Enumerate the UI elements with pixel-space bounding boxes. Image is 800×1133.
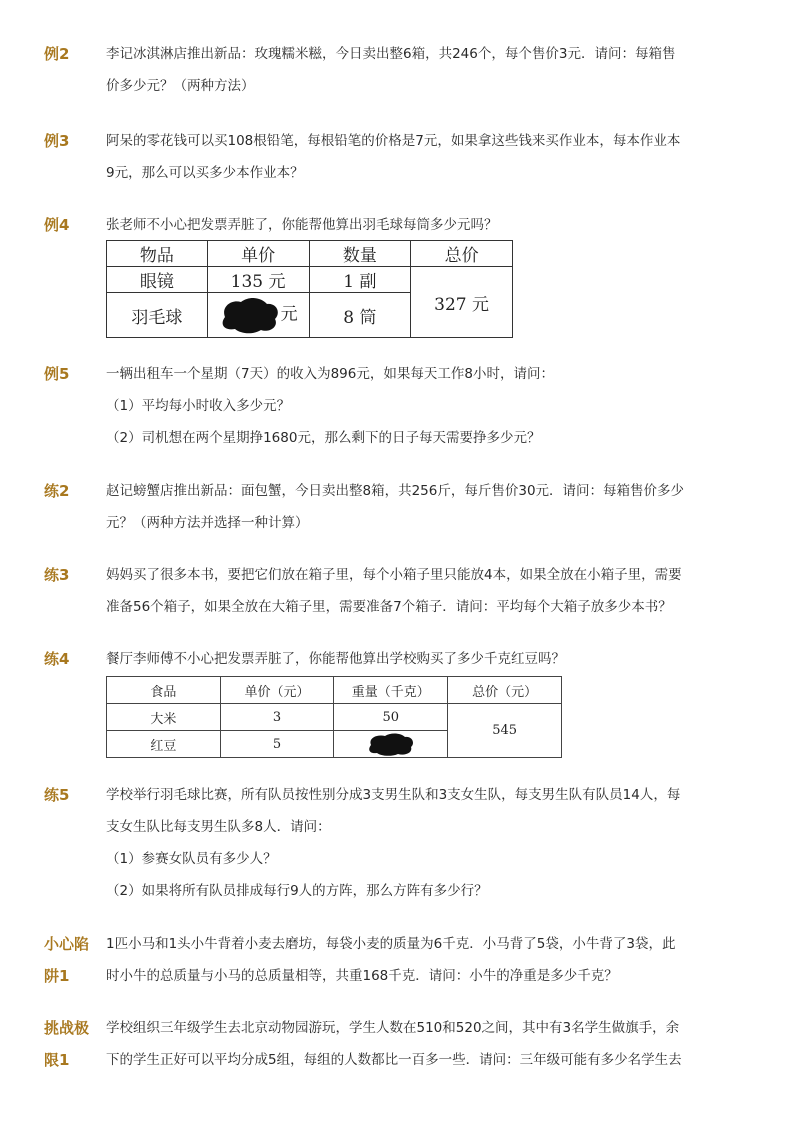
- table-header: 食品: [107, 677, 221, 704]
- label-line: 限1: [44, 1051, 70, 1069]
- table-cell: 1 副: [309, 267, 411, 293]
- problem-text-pr4: [106, 643, 726, 675]
- problem-text-trap1: [106, 928, 726, 992]
- table-cell: 大米: [107, 704, 221, 731]
- problem-label-ex4: 例4: [44, 216, 70, 234]
- text-line: 价多少元？（两种方法）: [106, 78, 255, 94]
- table-cell: 羽毛球: [107, 293, 208, 338]
- problem-label-ex3: 例3: [44, 132, 70, 150]
- table-header: 总价: [411, 241, 513, 267]
- smudged-weight-cell: [334, 731, 448, 758]
- total-cell: 327 元: [411, 267, 513, 338]
- invoice-table-2: [106, 676, 562, 758]
- table-cell: 红豆: [107, 731, 221, 758]
- text-line: 时小牛的总质量与小马的总质量相等，共重168千克．请问：小牛的净重是多少千克？: [106, 968, 618, 984]
- total-cell: 545: [448, 704, 562, 758]
- text-line: 1匹小马和1头小牛背着小麦去磨坊，每袋小麦的质量为6千克．小马背了5袋，小牛背了3袋，此: [106, 936, 676, 952]
- table-header: 数量: [309, 241, 411, 267]
- problem-label-pr4: 练4: [44, 650, 70, 668]
- table-cell: 135 元: [207, 267, 309, 293]
- label-line: 挑战极: [44, 1019, 90, 1037]
- problem-text-pr5: [106, 779, 726, 907]
- text-line: 妈妈买了很多本书，要把它们放在箱子里，每个小箱子里只能放4本，如果全放在小箱子里，需要: [106, 567, 682, 583]
- table-cell: 3: [220, 704, 334, 731]
- problem-text-ex5: [106, 358, 726, 454]
- problem-text-pr2: [106, 475, 726, 539]
- text-line: （1）参赛女队员有多少人？: [106, 851, 277, 867]
- text-line: 支女生队比每支男生队多8人．请问：: [106, 819, 331, 835]
- problem-label-pr3: 练3: [44, 566, 70, 584]
- price-unit: 元: [280, 304, 298, 325]
- smudged-price-cell: [207, 293, 309, 338]
- table-cell: 眼镜: [107, 267, 208, 293]
- text-line: 准备56个箱子，如果全放在大箱子里，需要准备7个箱子．请问：平均每个大箱子放多少本书？: [106, 599, 672, 615]
- problem-label-trap1: [44, 928, 100, 992]
- problem-label-challenge1: [44, 1012, 100, 1076]
- text-line: 学校组织三年级学生去北京动物园游玩，学生人数在510和520之间，其中有3名学生做旗手，余: [106, 1020, 680, 1036]
- text-line: 学校举行羽毛球比赛，所有队员按性别分成3支男生队和3支女生队，每支男生队有队员14人，每: [106, 787, 681, 803]
- table-header: 总价（元）: [448, 677, 562, 704]
- table-header: 单价: [207, 241, 309, 267]
- text-line: 元？（两种方法并选择一种计算）: [106, 515, 309, 531]
- text-line: 9元，那么可以买多少本作业本？: [106, 165, 304, 181]
- problem-label-ex5: 例5: [44, 365, 70, 383]
- text-line: 餐厅李师傅不小心把发票弄脏了，你能帮他算出学校购买了多少千克红豆吗？: [106, 651, 565, 667]
- problem-label-ex2: 例2: [44, 45, 70, 63]
- table-cell: 5: [220, 731, 334, 758]
- problem-label-pr5: 练5: [44, 786, 70, 804]
- table-header: 重量（千克）: [334, 677, 448, 704]
- text-line: 张老师不小心把发票弄脏了，你能帮他算出羽毛球每筒多少元吗？: [106, 217, 498, 233]
- problem-text-ex3: [106, 125, 726, 189]
- text-line: 一辆出租车一个星期（7天）的收入为896元，如果每天工作8小时，请问：: [106, 366, 554, 382]
- text-line: 赵记螃蟹店推出新品：面包蟹，今日卖出整8箱，共256斤，每斤售价30元．请问：每箱售价多少: [106, 483, 685, 499]
- text-line: 阿呆的零花钱可以买108根铅笔，每根铅笔的价格是7元，如果拿这些钱来买作业本，每本作业本: [106, 133, 681, 149]
- problem-text-ex4: [106, 209, 726, 241]
- text-line: （2）如果将所有队员排成每行9人的方阵，那么方阵有多少行？: [106, 883, 488, 899]
- problem-text-challenge1: [106, 1012, 726, 1076]
- table-header: 物品: [107, 241, 208, 267]
- table-header: 单价（元）: [220, 677, 334, 704]
- text-line: （1）平均每小时收入多少元？: [106, 398, 291, 414]
- text-line: （2）司机想在两个星期挣1680元，那么剩下的日子每天需要挣多少元？: [106, 430, 541, 446]
- text-line: 李记冰淇淋店推出新品：玫瑰糯米糍，今日卖出整6箱，共246个，每个售价3元．请问：每箱售: [106, 46, 676, 62]
- problem-text-ex2: [106, 38, 726, 102]
- problem-text-pr3: [106, 559, 726, 623]
- problem-label-pr2: 练2: [44, 482, 70, 500]
- label-line: 阱1: [44, 967, 70, 985]
- ink-smudge-icon: [367, 732, 415, 756]
- table-cell: 8 筒: [309, 293, 411, 338]
- table-cell: 50: [334, 704, 448, 731]
- text-line: 下的学生正好可以平均分成5组，每组的人数都比一百多一些．请问：三年级可能有多少名学生去: [106, 1052, 682, 1068]
- invoice-table-1: [106, 240, 513, 338]
- ink-smudge-icon: [219, 295, 281, 335]
- label-line: 小心陷: [44, 935, 90, 953]
